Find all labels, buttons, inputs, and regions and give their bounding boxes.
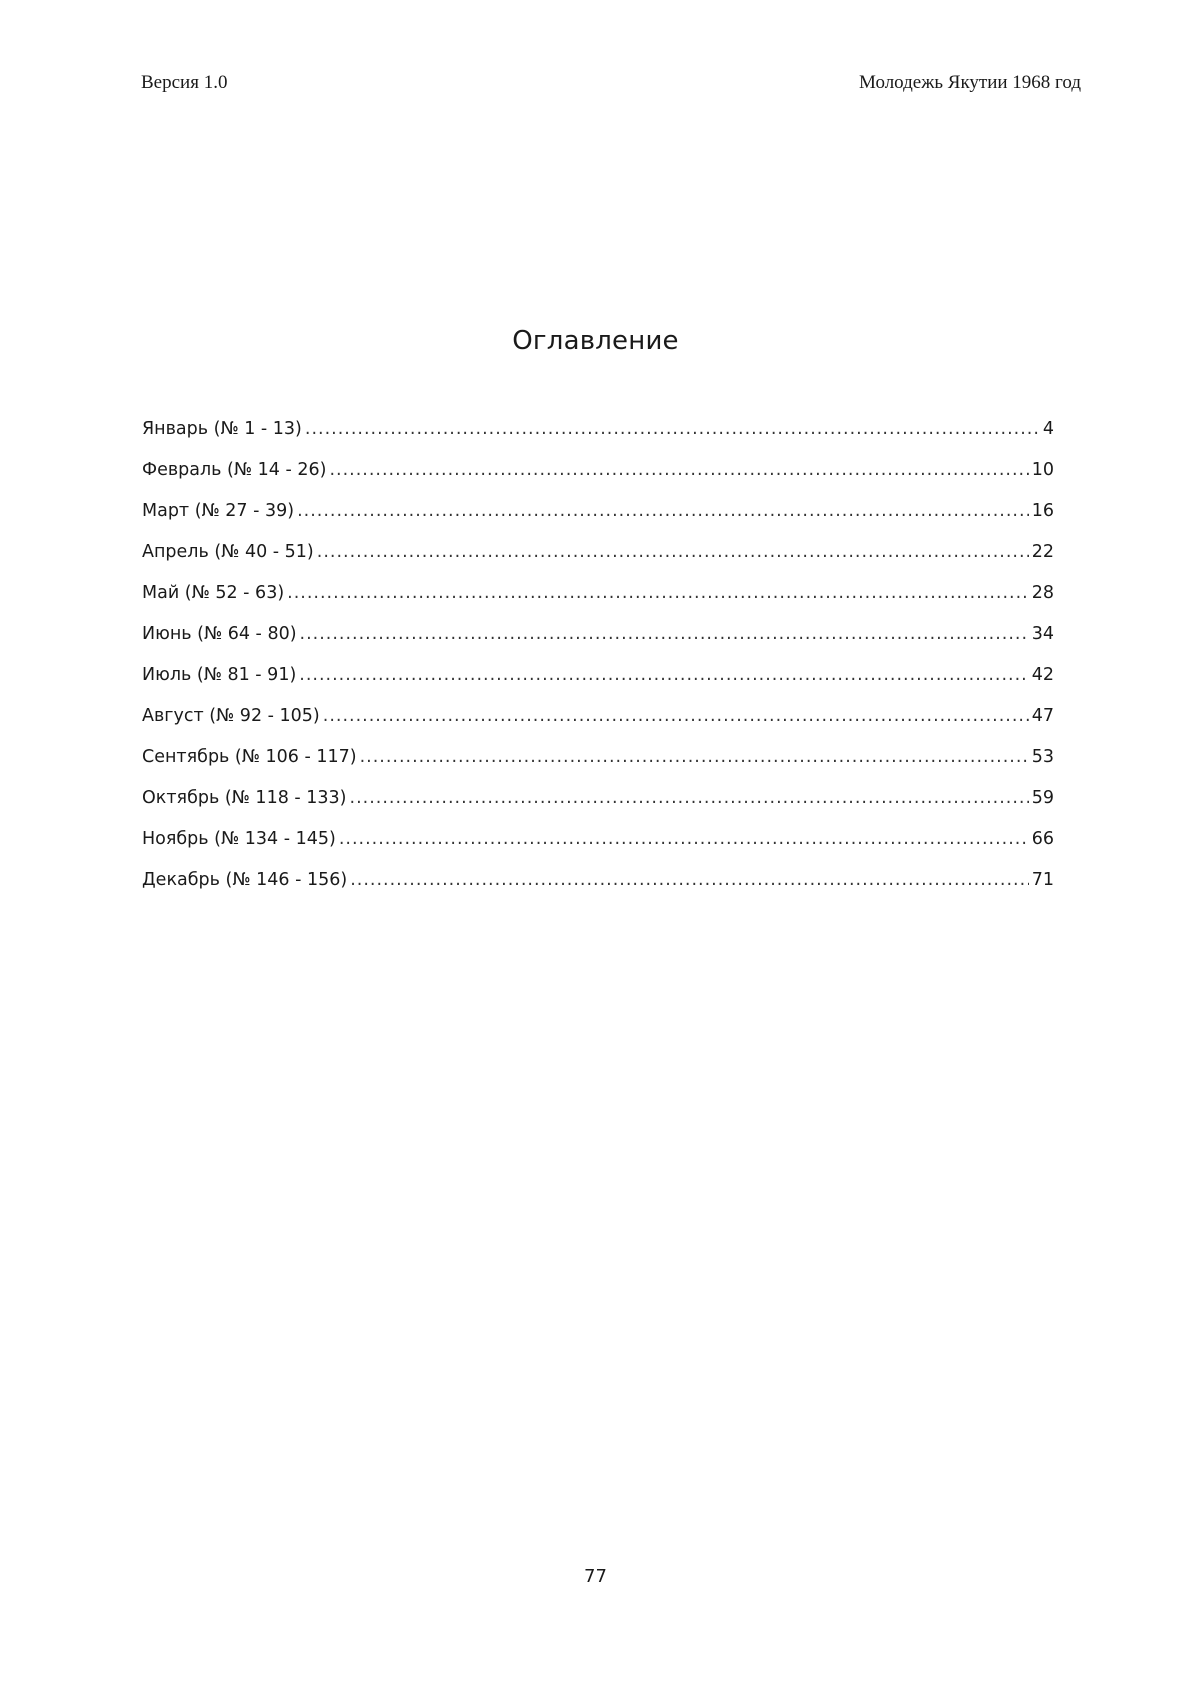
toc-title: Оглавление xyxy=(512,326,679,356)
toc-entry-june[interactable] xyxy=(142,622,1054,663)
toc-entry-label: Декабрь (№ 146 - 156) xyxy=(142,870,348,890)
toc-entry-label: Ноябрь (№ 134 - 145) xyxy=(142,829,336,849)
toc-dot-leader xyxy=(287,581,1029,605)
toc-entry-may[interactable] xyxy=(142,581,1054,622)
toc-entry-label: Май (№ 52 - 63) xyxy=(142,583,285,603)
toc-entry-label: Январь (№ 1 - 13) xyxy=(142,419,302,439)
toc-dot-leader xyxy=(305,417,1040,441)
toc-dot-leader xyxy=(350,868,1029,892)
header-publication-title: Молодежь Якутии 1968 год xyxy=(859,72,1081,93)
toc-entry-january[interactable] xyxy=(142,417,1054,458)
toc-entry-february[interactable] xyxy=(142,458,1054,499)
toc-entry-label: Март (№ 27 - 39) xyxy=(142,501,295,521)
toc-entry-label: Июнь (№ 64 - 80) xyxy=(142,624,297,644)
toc-entry-page: 53 xyxy=(1031,747,1054,767)
toc-entry-july[interactable] xyxy=(142,663,1054,704)
toc-entry-page: 59 xyxy=(1031,788,1054,808)
toc-dot-leader xyxy=(339,827,1029,851)
toc-entry-march[interactable] xyxy=(142,499,1054,540)
toc-dot-leader xyxy=(350,786,1029,810)
toc-dot-leader xyxy=(329,458,1028,482)
toc-entry-october[interactable] xyxy=(142,786,1054,827)
toc-entry-april[interactable] xyxy=(142,540,1054,581)
header-version: Версия 1.0 xyxy=(141,72,228,93)
toc-entry-label: Август (№ 92 - 105) xyxy=(142,706,320,726)
toc-dot-leader xyxy=(317,540,1029,564)
toc-entry-page: 34 xyxy=(1031,624,1054,644)
toc-entry-page: 22 xyxy=(1031,542,1054,562)
toc-list xyxy=(142,417,1054,909)
toc-dot-leader xyxy=(360,745,1029,769)
toc-entry-december[interactable] xyxy=(142,868,1054,909)
toc-entry-page: 4 xyxy=(1042,419,1054,439)
toc-entry-label: Июль (№ 81 - 91) xyxy=(142,665,297,685)
toc-dot-leader xyxy=(323,704,1029,728)
toc-entry-page: 10 xyxy=(1031,460,1054,480)
toc-entry-label: Февраль (№ 14 - 26) xyxy=(142,460,327,480)
toc-dot-leader xyxy=(300,622,1029,646)
toc-entry-label: Апрель (№ 40 - 51) xyxy=(142,542,314,562)
toc-entry-label: Сентябрь (№ 106 - 117) xyxy=(142,747,357,767)
toc-entry-label: Октябрь (№ 118 - 133) xyxy=(142,788,347,808)
toc-entry-page: 66 xyxy=(1031,829,1054,849)
toc-entry-page: 42 xyxy=(1031,665,1054,685)
toc-dot-leader xyxy=(297,499,1029,523)
page-number: 77 xyxy=(584,1566,607,1587)
toc-dot-leader xyxy=(299,663,1028,687)
toc-entry-page: 71 xyxy=(1031,870,1054,890)
toc-entry-page: 16 xyxy=(1031,501,1054,521)
toc-entry-august[interactable] xyxy=(142,704,1054,745)
toc-entry-september[interactable] xyxy=(142,745,1054,786)
toc-entry-november[interactable] xyxy=(142,827,1054,868)
toc-entry-page: 47 xyxy=(1031,706,1054,726)
toc-entry-page: 28 xyxy=(1031,583,1054,603)
